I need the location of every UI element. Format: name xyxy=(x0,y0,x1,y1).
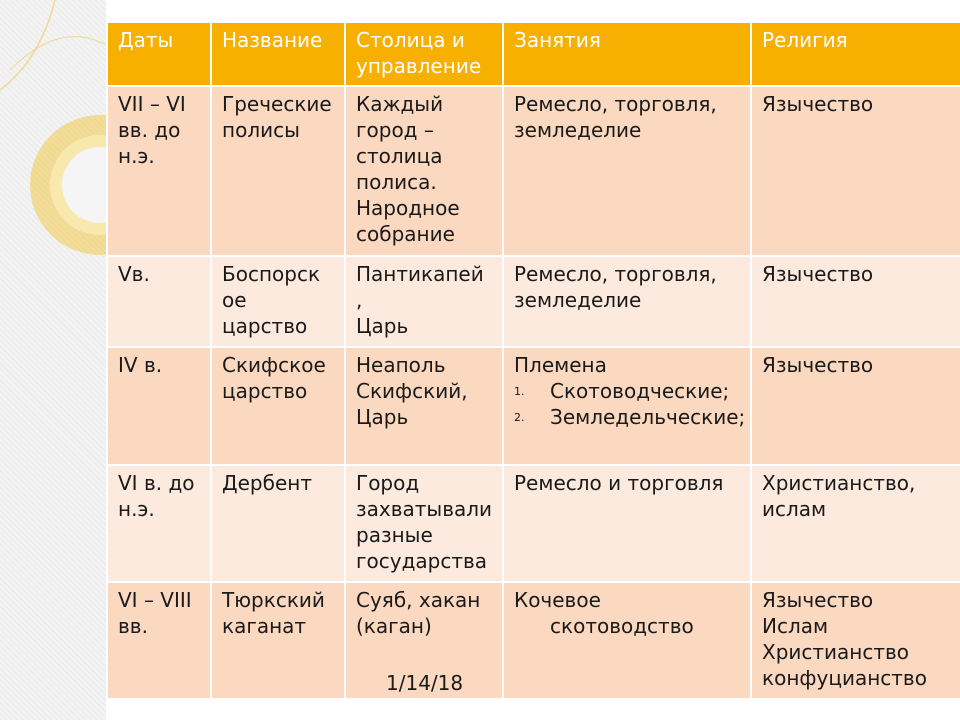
decorative-ring-icon xyxy=(0,0,120,270)
cell-religion xyxy=(751,582,960,699)
occupation-line: Кочевое xyxy=(514,588,601,612)
cell-date: Vв. xyxy=(107,256,211,347)
history-table xyxy=(106,21,960,700)
cell-occupation: Ремесло, торговля, земледелие xyxy=(503,86,751,256)
name-line: ое xyxy=(222,288,247,312)
cell-date: IV в. xyxy=(107,347,211,465)
religion-line: конфуцианство xyxy=(762,666,927,690)
cell-occupation: Ремесло, торговля, земледелие xyxy=(503,256,751,347)
cell-name xyxy=(211,256,345,347)
cell-capital: Неаполь Скифский, Царь xyxy=(345,347,503,465)
occupation-title: Племена xyxy=(514,353,607,377)
list-item xyxy=(514,378,742,404)
table-row xyxy=(107,256,960,347)
name-line: Боспорск xyxy=(222,262,321,286)
cell-name: Тюркский каганат xyxy=(211,582,345,699)
cell-capital: Каждый город – столица полиса. Народное собрание xyxy=(345,86,503,256)
tribe-list xyxy=(514,378,746,430)
header-capital: Столица и управление xyxy=(345,22,503,86)
cell-name: Дербент xyxy=(211,465,345,582)
cell-religion: Христианство, ислам xyxy=(751,465,960,582)
list-number: 1. xyxy=(514,385,525,398)
cell-occupation xyxy=(503,582,751,699)
cell-occupation: Ремесло и торговля xyxy=(503,465,751,582)
table-row xyxy=(107,465,960,582)
cell-capital: Суяб, хакан (каган) xyxy=(345,582,503,699)
occupation-line: скотоводство xyxy=(550,614,694,638)
capital-line: Пантикапей xyxy=(356,262,484,286)
cell-occupation xyxy=(503,347,751,465)
table-row xyxy=(107,347,960,465)
cell-capital: Город захватывали разные государства xyxy=(345,465,503,582)
cell-name: Греческие полисы xyxy=(211,86,345,256)
list-number: 2. xyxy=(514,411,525,424)
header-dates: Даты xyxy=(107,22,211,86)
cell-religion: Язычество xyxy=(751,347,960,465)
religion-line: Ислам xyxy=(762,614,829,638)
list-item-label: Земледельческие; xyxy=(550,405,746,429)
table-row xyxy=(107,86,960,256)
header-occupation: Занятия xyxy=(503,22,751,86)
list-item-label: Скотоводческие; xyxy=(550,379,730,403)
religion-line: Язычество xyxy=(762,588,874,612)
table-header-row xyxy=(107,22,960,86)
cell-capital xyxy=(345,256,503,347)
cell-religion: Язычество xyxy=(751,256,960,347)
header-religion: Религия xyxy=(751,22,960,86)
cell-date: VI в. до н.э. xyxy=(107,465,211,582)
capital-line: Царь xyxy=(356,314,409,338)
list-item xyxy=(514,404,746,430)
cell-date: VI – VIII вв. xyxy=(107,582,211,699)
table-row xyxy=(107,582,960,699)
religion-line: Христианство xyxy=(762,640,910,664)
cell-religion: Язычество xyxy=(751,86,960,256)
name-line: царство xyxy=(222,314,308,338)
cell-name: Скифское царство xyxy=(211,347,345,465)
cell-date: VII – VI вв. до н.э. xyxy=(107,86,211,256)
header-name: Название xyxy=(211,22,345,86)
capital-line: , xyxy=(356,288,363,312)
footer-date: 1/14/18 xyxy=(386,671,464,695)
